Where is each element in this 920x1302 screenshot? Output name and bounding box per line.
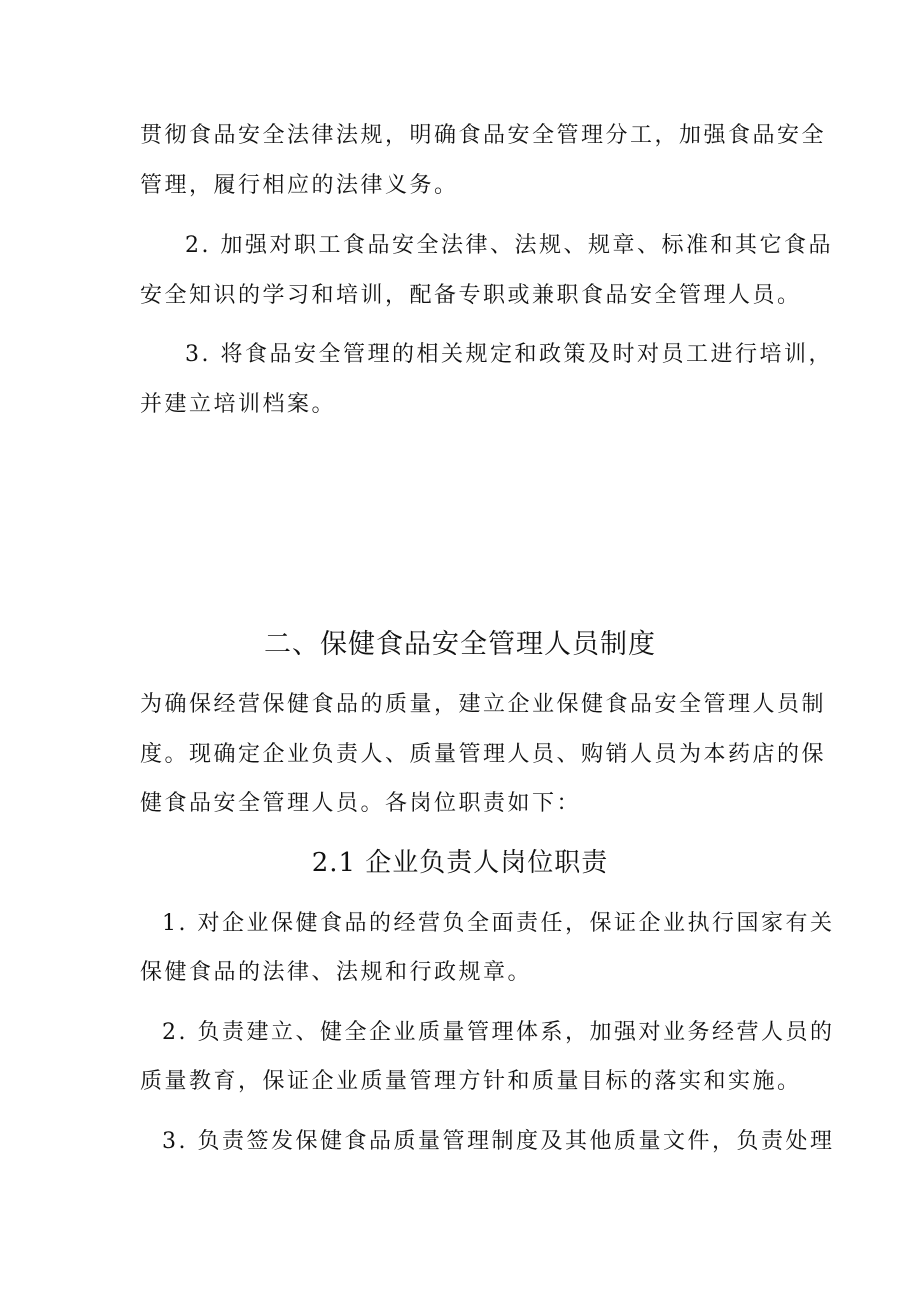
duty-item-1-line-1: 1. 对企业保健食品的经营负全面责任，保证企业执行国家有关 <box>162 911 835 936</box>
subsection-2-1-heading: 2.1 企业负责人岗位职责 <box>311 848 609 878</box>
duty-item-3-line-1: 3. 负责签发保健食品质量管理制度及其他质量文件，负责处理 <box>162 1129 835 1154</box>
duty-item-2-line-1: 2. 负责建立、健全企业质量管理体系，加强对业务经营人员的 <box>162 1020 835 1045</box>
intro-paragraph-line-2: 管理，履行相应的法律义务。 <box>140 173 459 198</box>
item-2-line-2: 安全知识的学习和培训，配备专职或兼职食品安全管理人员。 <box>140 283 802 308</box>
section-2-paragraph-line-1: 为确保经营保健食品的质量，建立企业保健食品安全管理人员制 <box>140 692 827 717</box>
item-2-line-1: 2. 加强对职工食品安全法律、法规、规章、标准和其它食品 <box>185 233 833 258</box>
section-2-heading: 二、保健食品安全管理人员制度 <box>264 629 656 660</box>
section-2-paragraph-line-3: 健食品安全管理人员。各岗位职责如下： <box>140 791 582 816</box>
item-3-line-2: 并建立培训档案。 <box>140 392 337 417</box>
duty-item-2-line-2: 质量教育，保证企业质量管理方针和质量目标的落实和实施。 <box>140 1069 802 1094</box>
item-3-line-1: 3. 将食品安全管理的相关规定和政策及时对员工进行培训， <box>185 342 833 367</box>
intro-paragraph-line-1: 贯彻食品安全法律法规，明确食品安全管理分工，加强食品安全 <box>140 123 827 148</box>
duty-item-1-line-2: 保健食品的法律、法规和行政规章。 <box>140 960 533 985</box>
section-2-paragraph-line-2: 度。现确定企业负责人、质量管理人员、购销人员为本药店的保 <box>140 742 827 767</box>
